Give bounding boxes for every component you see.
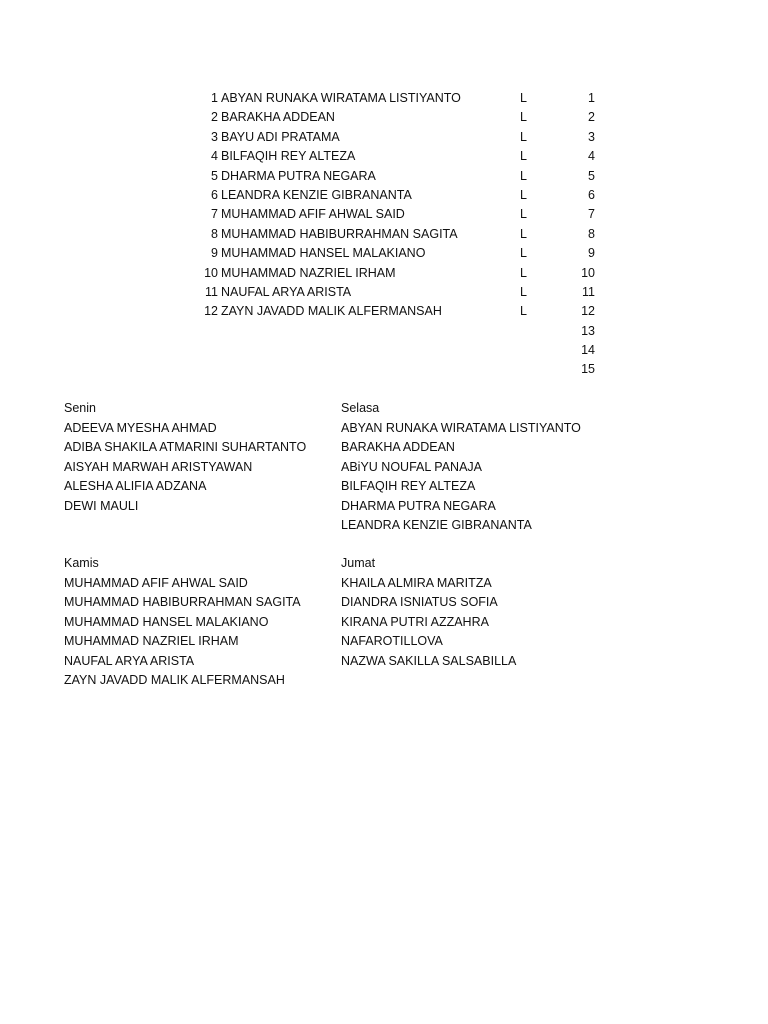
gender-code: L xyxy=(520,129,527,144)
roster-row xyxy=(0,205,768,224)
gender-code: L xyxy=(520,149,527,164)
roster-row xyxy=(0,147,768,166)
student-name: MUHAMMAD HABIBURRAHMAN SAGITA xyxy=(221,226,458,241)
roster-row xyxy=(0,302,768,321)
member-name: DEWI MAULI xyxy=(64,498,139,513)
roster-row xyxy=(0,283,768,302)
sequence-number: 13 xyxy=(581,323,595,338)
roster-row xyxy=(0,108,768,127)
member-name: KHAILA ALMIRA MARITZA xyxy=(341,575,492,590)
row-number: 12 xyxy=(204,304,218,319)
sequence-number: 2 xyxy=(588,110,595,125)
row-number: 11 xyxy=(205,284,218,299)
gender-code: L xyxy=(520,207,527,222)
sequence-number: 8 xyxy=(588,226,595,241)
row-number: 8 xyxy=(211,226,218,241)
student-name: LEANDRA KENZIE GIBRANANTA xyxy=(221,187,412,202)
gender-code: L xyxy=(520,265,527,280)
roster-row xyxy=(0,128,768,147)
schedule-group-selasa xyxy=(341,399,581,536)
roster-row xyxy=(0,244,768,263)
row-number: 4 xyxy=(211,149,218,164)
member-name: MUHAMMAD NAZRIEL IRHAM xyxy=(64,634,239,648)
gender-code: L xyxy=(520,187,527,202)
roster-row xyxy=(0,322,768,341)
student-name: MUHAMMAD AFIF AHWAL SAID xyxy=(221,207,405,222)
member-name: ZAYN JAVADD MALIK ALFERMANSAH xyxy=(64,673,285,687)
member-name: MUHAMMAD HANSEL MALAKIANO xyxy=(64,614,269,629)
gender-code: L xyxy=(520,246,527,261)
student-roster xyxy=(0,89,768,380)
row-number: 10 xyxy=(204,265,218,280)
student-name: ZAYN JAVADD MALIK ALFERMANSAH xyxy=(221,304,442,319)
member-name: NAZWA SAKILLA SALSABILLA xyxy=(341,653,517,668)
member-name: DIANDRA ISNIATUS SOFIA xyxy=(341,595,498,609)
sequence-number: 7 xyxy=(588,207,595,222)
schedule-group-senin xyxy=(64,399,306,516)
gender-code: L xyxy=(520,304,527,319)
member-name: DHARMA PUTRA NEGARA xyxy=(341,498,496,513)
gender-code: L xyxy=(520,168,527,183)
member-name: NAUFAL ARYA ARISTA xyxy=(64,653,195,668)
sequence-number: 1 xyxy=(588,91,595,105)
member-name: ABiYU NOUFAL PANAJA xyxy=(341,459,483,474)
student-name: BARAKHA ADDEAN xyxy=(221,110,335,125)
sequence-number: 9 xyxy=(588,246,595,261)
member-name: KIRANA PUTRI AZZAHRA xyxy=(341,614,489,629)
student-name: NAUFAL ARYA ARISTA xyxy=(221,284,352,299)
row-number: 9 xyxy=(211,246,218,261)
member-name: ABYAN RUNAKA WIRATAMA LISTIYANTO xyxy=(341,420,581,435)
member-name: AISYAH MARWAH ARISTYAWAN xyxy=(64,459,253,474)
member-name: BARAKHA ADDEAN xyxy=(341,440,455,454)
row-number: 6 xyxy=(211,187,218,202)
roster-row xyxy=(0,186,768,205)
roster-row xyxy=(0,264,768,283)
member-name: MUHAMMAD AFIF AHWAL SAID xyxy=(64,575,248,590)
row-number: 1 xyxy=(211,91,218,105)
member-name: LEANDRA KENZIE GIBRANANTA xyxy=(341,518,532,532)
day-heading: Senin xyxy=(64,401,96,415)
member-name: ALESHA ALIFIA ADZANA xyxy=(64,479,207,493)
sequence-number: 15 xyxy=(581,362,595,377)
member-name: ADEEVA MYESHA AHMAD xyxy=(64,420,217,435)
roster-row xyxy=(0,225,768,244)
row-number: 2 xyxy=(211,110,218,125)
student-name: MUHAMMAD NAZRIEL IRHAM xyxy=(221,265,396,280)
row-number: 7 xyxy=(211,207,218,222)
sequence-number: 11 xyxy=(582,284,595,299)
day-heading: Jumat xyxy=(341,556,376,570)
gender-code: L xyxy=(520,91,527,105)
sequence-number: 12 xyxy=(581,304,595,319)
member-name: NAFAROTILLOVA xyxy=(341,634,443,648)
gender-code: L xyxy=(520,284,527,299)
day-heading: Selasa xyxy=(341,401,380,415)
sequence-number: 3 xyxy=(588,129,595,144)
schedule-group-kamis xyxy=(64,554,301,691)
student-name: DHARMA PUTRA NEGARA xyxy=(221,168,376,183)
gender-code: L xyxy=(520,110,527,125)
day-heading: Kamis xyxy=(64,556,99,570)
row-number: 5 xyxy=(211,168,218,183)
member-name: MUHAMMAD HABIBURRAHMAN SAGITA xyxy=(64,595,301,609)
student-name: BAYU ADI PRATAMA xyxy=(221,129,340,144)
sequence-number: 5 xyxy=(588,168,595,183)
sequence-number: 6 xyxy=(588,187,595,202)
roster-row xyxy=(0,360,768,379)
sequence-number: 4 xyxy=(588,149,595,164)
gender-code: L xyxy=(520,226,527,241)
sequence-number: 10 xyxy=(581,265,595,280)
roster-row xyxy=(0,89,768,108)
student-name: ABYAN RUNAKA WIRATAMA LISTIYANTO xyxy=(221,91,461,105)
schedule-group-jumat xyxy=(341,554,516,671)
member-name: ADIBA SHAKILA ATMARINI SUHARTANTO xyxy=(64,440,307,454)
roster-row xyxy=(0,167,768,186)
row-number: 3 xyxy=(211,129,218,144)
student-name: BILFAQIH REY ALTEZA xyxy=(221,149,356,164)
sequence-number: 14 xyxy=(581,343,595,358)
student-name: MUHAMMAD HANSEL MALAKIANO xyxy=(221,246,426,261)
member-name: BILFAQIH REY ALTEZA xyxy=(341,479,476,493)
roster-row xyxy=(0,341,768,360)
